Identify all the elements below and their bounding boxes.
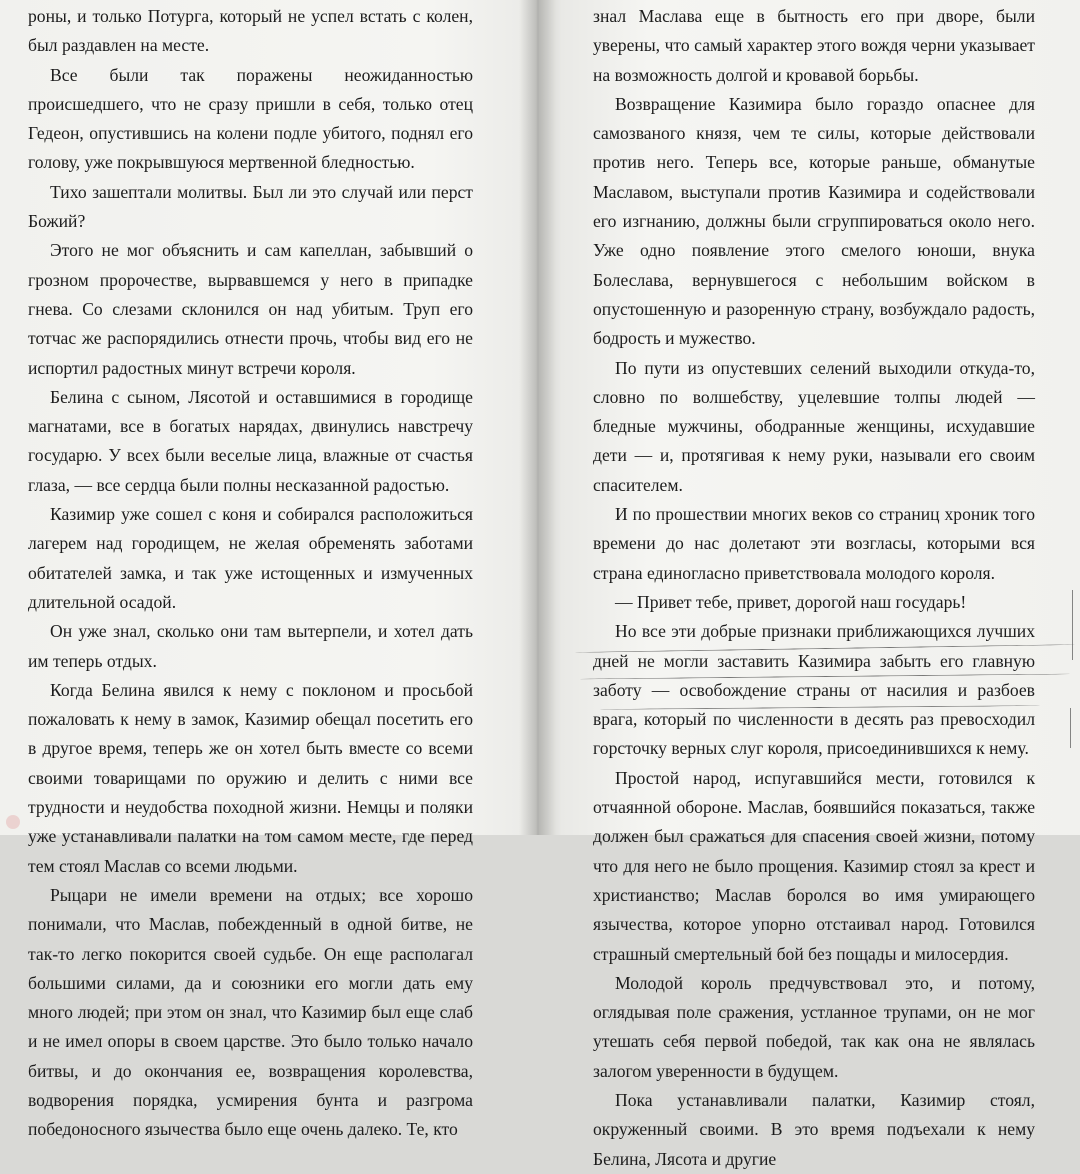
paragraph: — Привет тебе, привет, дорогой наш государь! [615,591,967,612]
pencil-margin-mark [1072,590,1073,660]
paragraph: Все были так поражены неожиданностью происшедшего, что не сразу пришли в себя, только отец Гедеон, опустившись на колени подле убитого, поднял его голову, уже покрывшуюся мертвенной бледностью. [28,64,473,173]
paragraph: Возвращение Казимира было гораздо опаснее для самозваного князя, чем те силы, которые действовали против него. Теперь все, которые раньше, обманутые Маславом, выступали против Казимира и содействовали его изгнанию, должны были сгруппироваться около него. Уже одно появление этого смелого юноши, внука Болеслава, вернувшегося с небольшим войском в опустошенную и разоренную страну, возбуждало радость, бодрость и мужество. [593,93,1035,349]
paper-stain [6,815,20,829]
paragraph: Белина с сыном, Лясотой и оставшимися в городище магнатами, все в богатых нарядах, двинулись навстречу государю. У всех были веселые лица, влажные от счастья глаза, — все сердца были полны несказанной радостью. [28,386,473,495]
paragraph: Молодой король предчувствовал это, и потому, оглядывая поле сражения, устланное трупами, он не мог утешать себя первой победой, так как она не являлась залогом уверенности в будущем. [593,972,1035,1081]
paragraph: знал Маслава еще в бытность его при дворе, были уверены, что самый характер этого вождя черни указывает на возможность долгой и кровавой борьбы. [593,6,1035,85]
paragraph: роны, и только Потурга, который не успел встать с колен, был раздавлен на месте. [28,6,473,56]
paragraph: Рыцари не имели времени на отдых; все хорошо понимали, что Маслав, побежденный в одной битве, не так-то легко покорится своей судьбе. Он еще располагал большими силами, да и союзники его могли дать ему много людей; при этом он знал, что Казимир был еще слаб и не имел опоры в своем царстве. Это было только начало битвы, и до окончания ее, возвращения королевства, водворения порядка, усмирения бунта и разгрома победоносного язычества было еще очень далеко. Те, кто [28,884,473,1140]
paragraph: И по прошествии многих веков со страниц хроник того времени до нас долетают эти возгласы, которыми вся страна единогласно приветствовала молодого короля. [593,504,1035,583]
paragraph: Простой народ, испугавшийся мести, готовился к отчаянной обороне. Маслав, боявшийся показаться, также должен был сражаться для спасения своей жизни, потому что для него не было прощения. Казимир стоял за крест и христианство; Маслав боролся во имя умирающего язычества, которое упорно отстаивал народ. Готовился страшный смертельный бой без пощады и милосердия. [593,767,1035,964]
paragraph: По пути из опустевших селений выходили откуда-то, словно по волшебству, уцелевшие толпы людей — бледные мужчины, ободранные женщины, исхудавшие дети — и, протягивая к нему руки, называли его своим спасителем. [593,357,1035,495]
paragraph: Пока устанавливали палатки, Казимир стоял, окруженный своими. В это время подъехали к нему Белина, Лясота и другие [593,1089,1035,1169]
paragraph: Этого не мог объяснить и сам капеллан, забывший о грозном пророчестве, вырвавшемся у него в припадке гнева. Со слезами склонился он над убитым. Труп его тотчас же распорядились отнести прочь, чтобы вид его не испортил радостных минут встречи короля. [28,240,473,378]
right-page [593,2,1035,1174]
pencil-margin-mark [1070,708,1071,748]
paragraph: Он уже знал, сколько они там вытерпели, и хотел дать им теперь отдых. [28,621,473,671]
book-gutter [520,0,556,835]
paragraph: Казимир уже сошел с коня и собирался расположиться лагерем над городищем, не желая обременять заботами обитателей замка, и так уже истощенных и измученных длительной осадой. [28,504,473,612]
left-page [28,2,473,1145]
paragraph: Когда Белина явился к нему с поклоном и просьбой пожаловать к нему в замок, Казимир обещал посетить его в другое время, теперь же он хотел быть вместе со всеми своими товарищами по оружию и делить с ними все трудности и неудобства походной жизни. Немцы и поляки уже устанавливали палатки на том самом месте, где перед тем стоял Маслав со всеми людьми. [28,679,473,876]
paragraph: Тихо зашептали молитвы. Был ли это случай или перст Божий? [28,181,473,232]
paragraph: Но все эти добрые признаки приближающихся лучших дней не могли заставить Казимира забыть его главную заботу — освобождение страны от насилия и разбоев врага, который по численности в десять раз превосходил горсточку верных слуг короля, присоединившихся к нему. [593,621,1035,759]
